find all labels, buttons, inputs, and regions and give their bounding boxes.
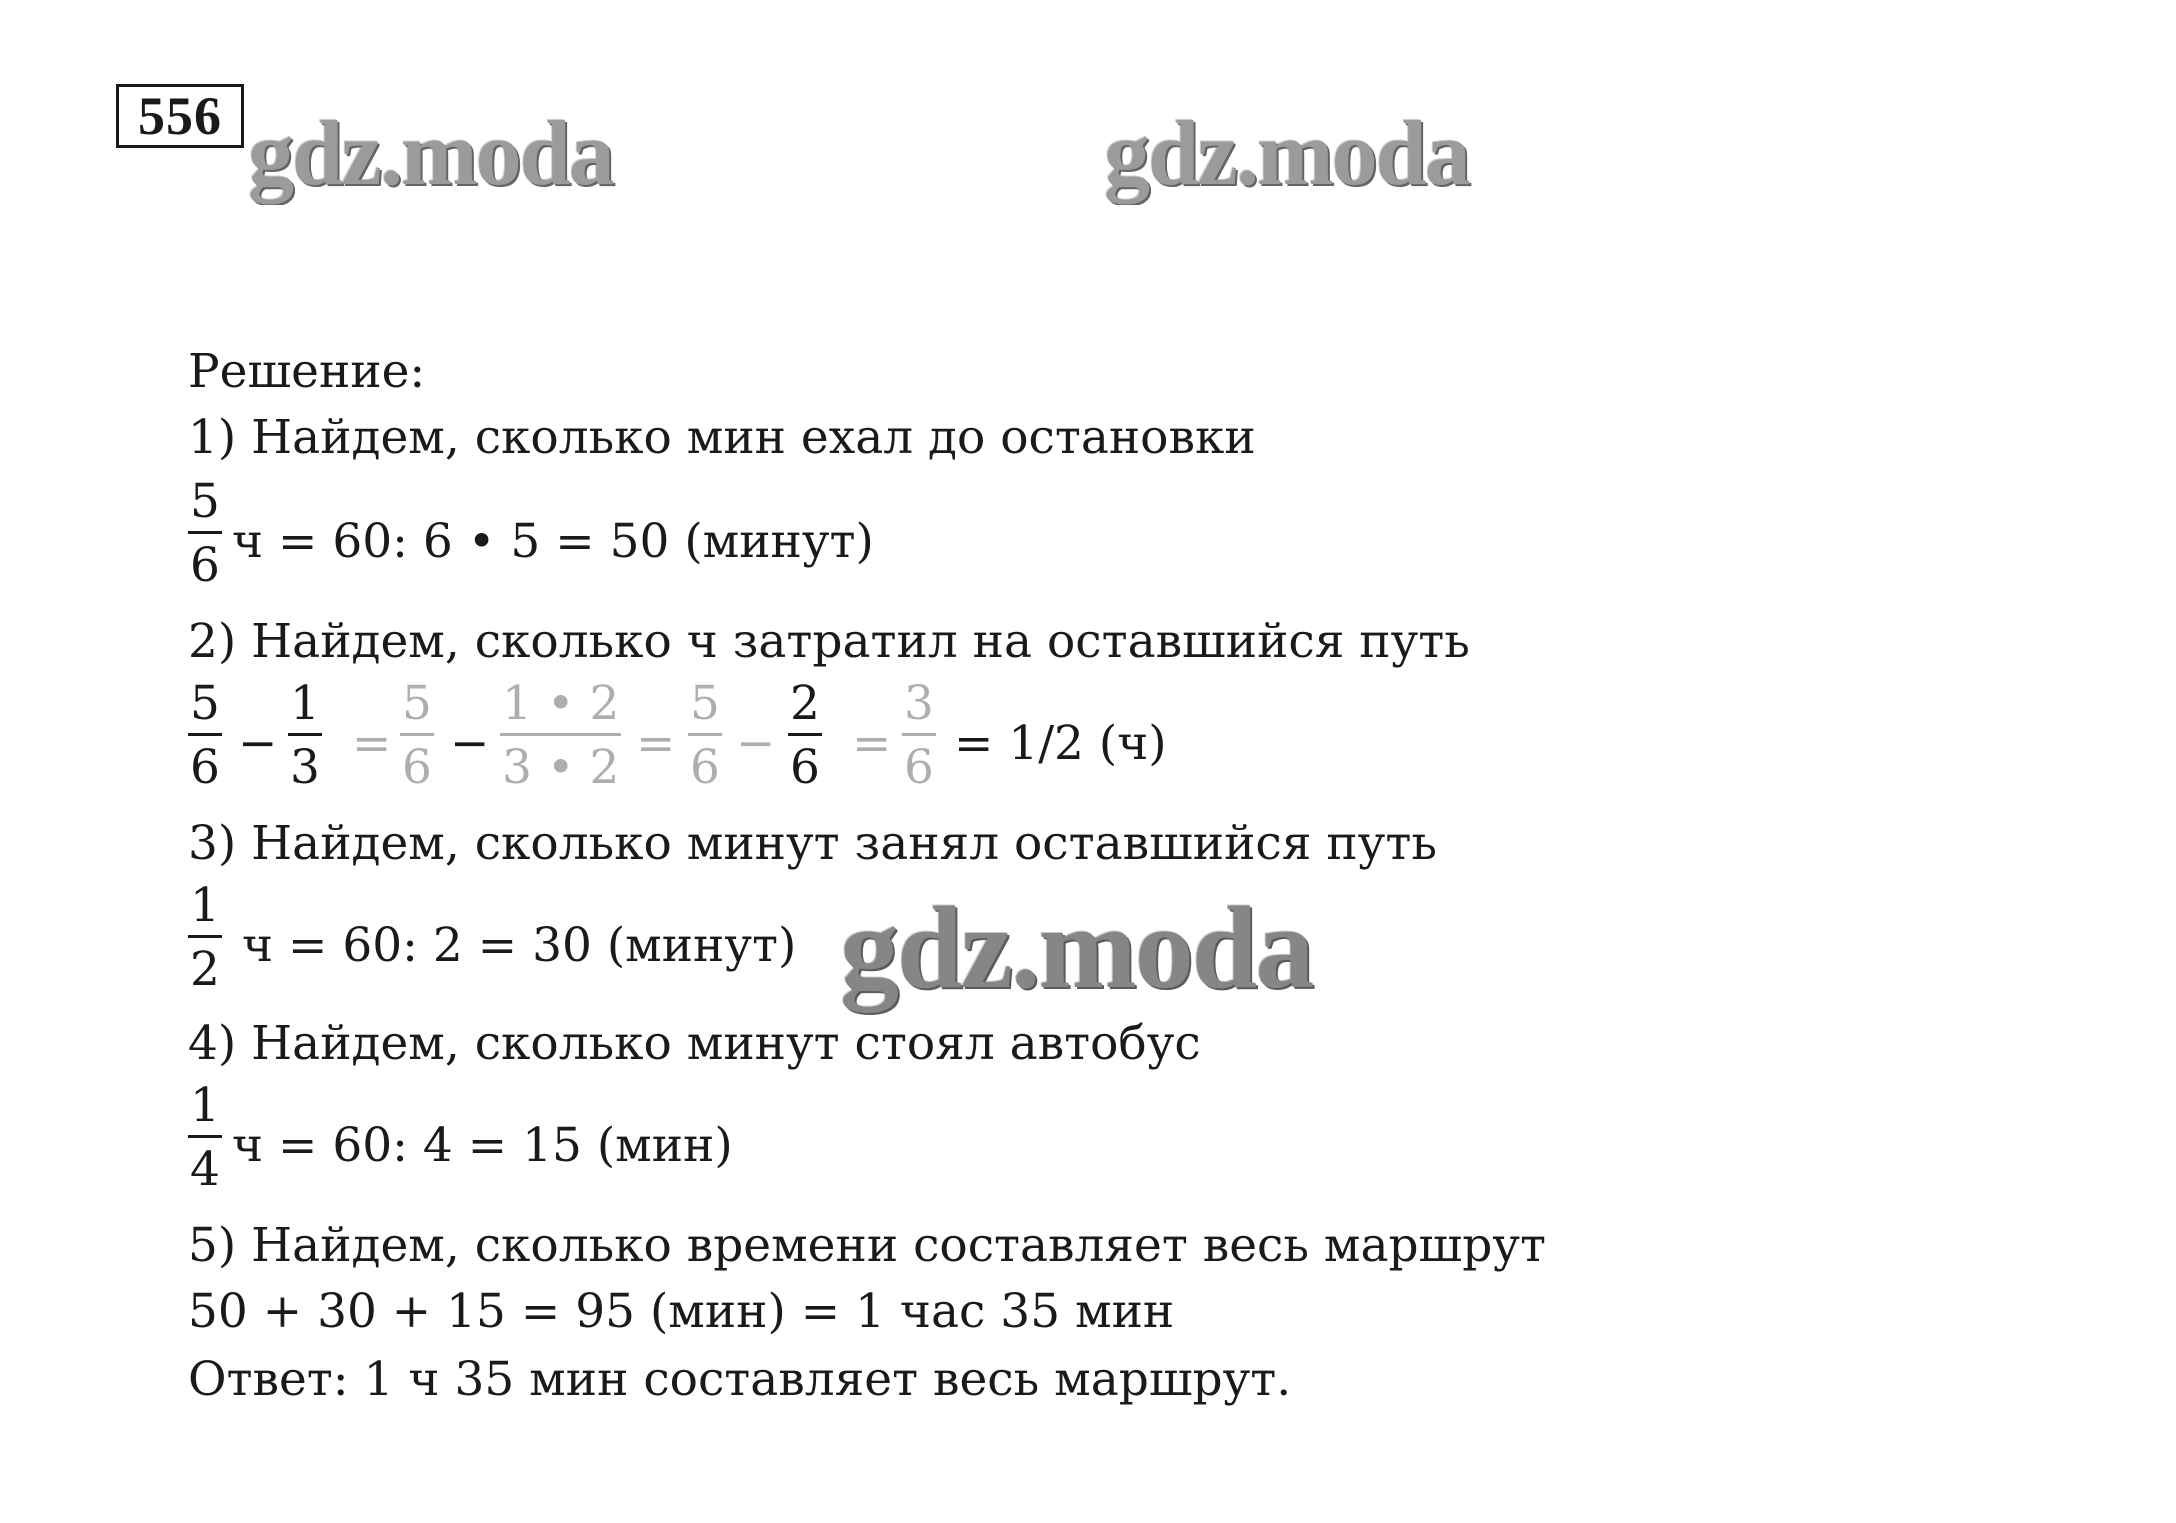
- fraction-5-6: 5 6: [190, 474, 220, 593]
- fraction-bar: [188, 531, 222, 534]
- operator: −: [450, 716, 490, 771]
- equation-2: [188, 676, 1388, 810]
- fraction-1-4: 1 4: [190, 1078, 220, 1197]
- equation-2-result: = 1/2 (ч): [954, 716, 1167, 771]
- operator: =: [852, 716, 892, 771]
- equation-3-rest: ч = 60: 2 = 30 (минут): [242, 918, 797, 973]
- watermark-top-left: gdz.moda: [248, 102, 613, 204]
- operator: =: [636, 716, 676, 771]
- step-3-text: 3) Найдем, сколько минут занял оставшийся путь: [188, 816, 1437, 871]
- total-equation: 50 + 30 + 15 = 95 (мин) = 1 час 35 мин: [188, 1284, 1175, 1339]
- watermark-top-right: gdz.moda: [1104, 102, 1469, 204]
- fraction-7: 3 6: [904, 676, 934, 795]
- answer-text: Ответ: 1 ч 35 мин составляет весь маршрут.: [188, 1352, 1292, 1407]
- task-number: 556: [116, 84, 244, 148]
- operator: −: [238, 716, 278, 771]
- fraction-1-2: 1 2: [190, 878, 220, 997]
- operator: =: [352, 716, 392, 771]
- fraction-4: 1 • 2 3 • 2: [502, 676, 620, 795]
- equation-4-rest: ч = 60: 4 = 15 (мин): [232, 1118, 733, 1173]
- step-4-text: 4) Найдем, сколько минут стоял автобус: [188, 1016, 1201, 1071]
- fraction-3: 5 6: [402, 676, 432, 795]
- watermark-center: gdz.moda: [840, 882, 1313, 1013]
- fraction-6: 2 6: [790, 676, 820, 795]
- step-5-text: 5) Найдем, сколько времени составляет весь маршрут: [188, 1218, 1546, 1273]
- fraction-2: 1 3: [290, 676, 320, 795]
- step-1-text: 1) Найдем, сколько мин ехал до остановки: [188, 410, 1256, 465]
- fraction-5: 5 6: [690, 676, 720, 795]
- equation-1-rest: ч = 60: 6 • 5 = 50 (минут): [232, 514, 874, 569]
- operator: −: [736, 716, 776, 771]
- step-2-text: 2) Найдем, сколько ч затратил на оставшийся путь: [188, 614, 1470, 669]
- solution-heading: Решение:: [188, 344, 426, 399]
- fraction-1: 5 6: [190, 676, 220, 795]
